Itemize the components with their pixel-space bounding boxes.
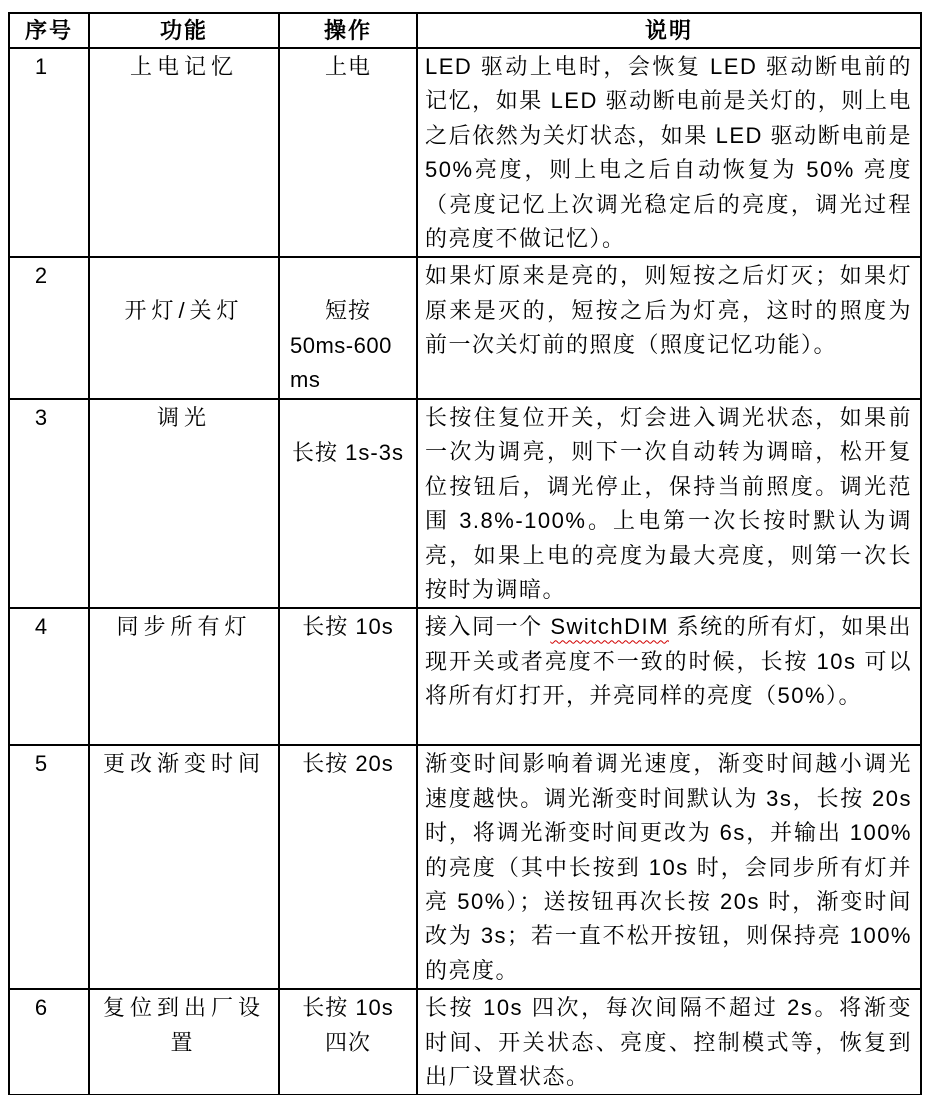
row-6-op-line-2: 四次 — [324, 1029, 371, 1055]
table-header-row — [9, 13, 921, 48]
table-row — [9, 745, 921, 989]
row-2-func-text: 开灯/关灯 — [124, 298, 244, 324]
header-func: 功能 — [89, 13, 279, 48]
row-6-num: 6 — [9, 989, 89, 1095]
row-4-desc-after: 系统的所有灯，如果出现开关或者亮度不一致的时候，长按 10s 可以将所有灯打开，并亮同样的亮度（50%）。 — [425, 614, 912, 709]
row-5-func: 更改渐变时间 — [89, 745, 279, 989]
row-2-num: 2 — [9, 257, 89, 399]
row-4-op: 长按 10s — [279, 608, 417, 745]
row-6-func: 复位到出厂设置 — [89, 989, 279, 1095]
row-4-func: 同步所有灯 — [89, 608, 279, 745]
row-2-op-line-3: ms — [290, 367, 321, 393]
row-4-desc — [417, 608, 921, 745]
row-2-desc: 如果灯原来是亮的，则短按之后灯灭；如果灯原来是灭的，短按之后为灯亮，这时的照度为前一次关灯前的照度（照度记忆功能）。 — [417, 257, 921, 399]
row-1-desc: LED 驱动上电时，会恢复 LED 驱动断电前的记忆，如果 LED 驱动断电前是关灯的，则上电之后依然为关灯状态，如果 LED 驱动断电前是 50%亮度，则上电之后自动恢复为 50% 亮度（亮度记忆上次调光稳定后的亮度，调光过程的亮度不做记忆）。 — [417, 48, 921, 257]
table-row — [9, 257, 921, 399]
row-1-op: 上电 — [279, 48, 417, 257]
row-3-desc: 长按住复位开关，灯会进入调光状态，如果前一次为调亮，则下一次自动转为调暗，松开复位按钮后，调光停止，保持当前照度。调光范围 3.8%-100%。上电第一次长按时默认为调亮，如果上电的亮度为最大亮度，则第一次长按时为调暗。 — [417, 399, 921, 608]
table-row — [9, 48, 921, 257]
row-2-op-line-1: 短按 — [324, 298, 371, 324]
function-description-table — [8, 12, 922, 1095]
table-row — [9, 608, 921, 745]
switchdim-term: SwitchDIM — [550, 614, 669, 640]
row-2-op-line-2: 50ms-600 — [290, 332, 392, 358]
header-num: 序号 — [9, 13, 89, 48]
row-3-num: 3 — [9, 399, 89, 608]
row-6-desc: 长按 10s 四次，每次间隔不超过 2s。将渐变时间、开关状态、亮度、控制模式等，恢复到出厂设置状态。 — [417, 989, 921, 1095]
row-5-op: 长按 20s — [279, 745, 417, 989]
row-5-desc: 渐变时间影响着调光速度，渐变时间越小调光速度越快。调光渐变时间默认为 3s，长按 20s 时，将调光渐变时间更改为 6s，并输出 100%的亮度（其中长按到 10s 时，会同步所有灯并亮 50%）；送按钮再次长按 20s 时，渐变时间改为 3s；若一直不松开按钮，则保持亮 100%的亮度。 — [417, 745, 921, 989]
table-row — [9, 989, 921, 1095]
header-op: 操作 — [279, 13, 417, 48]
row-4-desc-before: 接入同一个 — [425, 614, 551, 640]
row-5-num: 5 — [9, 745, 89, 989]
row-4-num: 4 — [9, 608, 89, 745]
header-desc: 说明 — [417, 13, 921, 48]
row-6-op-line-1: 长按 10s — [302, 995, 394, 1021]
row-1-func: 上电记忆 — [89, 48, 279, 257]
row-1-num: 1 — [9, 48, 89, 257]
row-2-op — [279, 257, 417, 399]
row-3-op — [279, 399, 417, 608]
table-row — [9, 399, 921, 608]
row-2-func — [89, 257, 279, 399]
row-6-op — [279, 989, 417, 1095]
row-3-func: 调光 — [89, 399, 279, 608]
row-3-op-text: 长按 1s-3s — [292, 439, 404, 465]
